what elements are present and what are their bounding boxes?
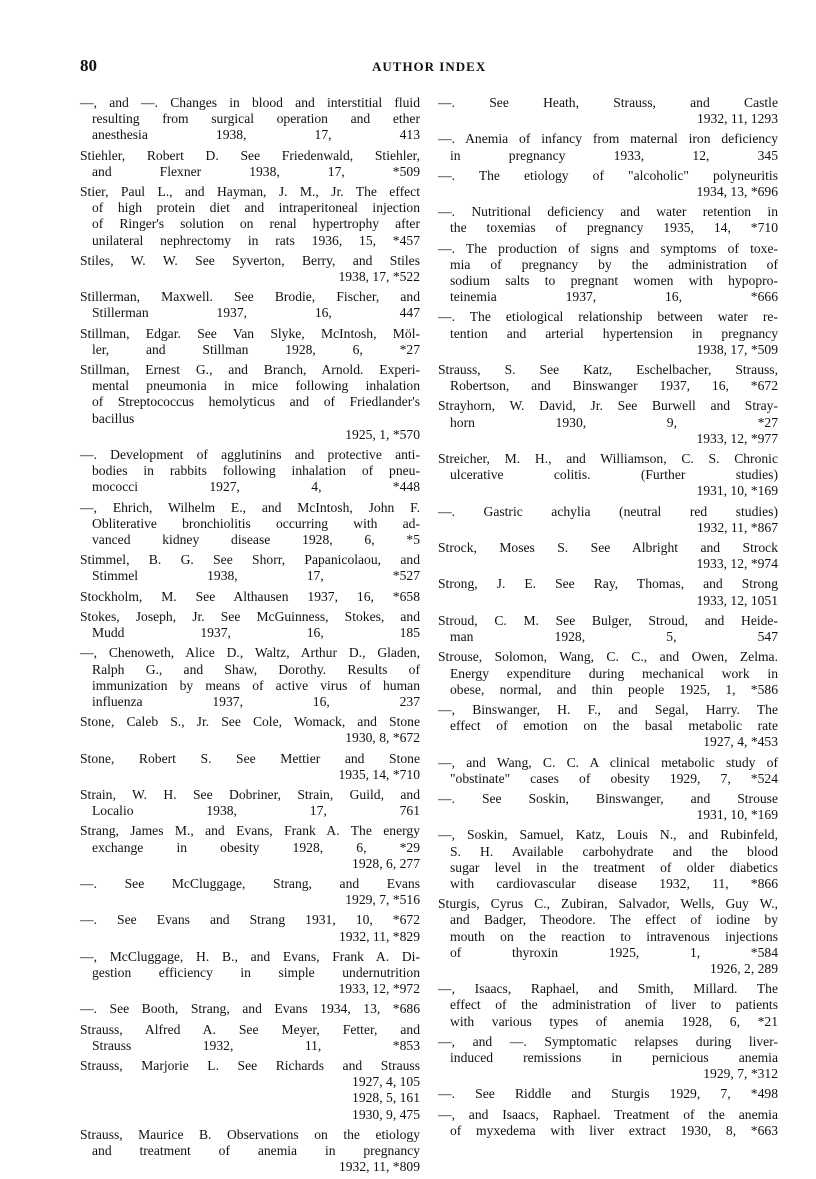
index-entry bbox=[80, 289, 420, 321]
index-entry-line: —. See Soskin, Binswanger, and Strouse bbox=[438, 790, 778, 806]
index-entry bbox=[80, 787, 420, 819]
index-entry bbox=[438, 451, 778, 500]
index-entry bbox=[80, 1058, 420, 1123]
index-entry-line: —. See Heath, Strauss, and Castle bbox=[438, 95, 778, 110]
index-entry-line: sodium salts to pregnant women with hypopro- bbox=[450, 273, 778, 289]
index-entry bbox=[80, 823, 420, 872]
index-entry bbox=[438, 981, 778, 1030]
index-entry-line: mococci 1927, 4, *448 bbox=[92, 479, 420, 495]
index-entry-line: teinemia 1937, 16, *666 bbox=[450, 289, 778, 305]
index-entry-line: 1938, 17, *522 bbox=[338, 269, 420, 285]
index-entry-line: —, McCluggage, H. B., and Evans, Frank A. Di- bbox=[80, 948, 420, 964]
index-entry bbox=[438, 204, 778, 236]
index-entry-line: 1933, 12, *977 bbox=[696, 430, 778, 446]
right-column bbox=[438, 95, 778, 1143]
index-entry-line: —. See Booth, Strang, and Evans 1934, 13, *686 bbox=[80, 1001, 420, 1017]
index-entry bbox=[80, 949, 420, 998]
index-entry-line: Ralph G., and Shaw, Dorothy. Results of bbox=[92, 661, 420, 677]
index-entry-line: man 1928, 5, 547 bbox=[450, 629, 778, 645]
index-entry-line: Stillman, Ernest G., and Branch, Arnold. Experi- bbox=[80, 362, 420, 378]
index-entry bbox=[80, 148, 420, 180]
index-entry-line: Stroud, C. M. See Bulger, Stroud, and Heide- bbox=[438, 612, 778, 628]
index-entry-line: 1930, 8, *672 bbox=[345, 730, 420, 746]
index-entry bbox=[438, 131, 778, 163]
index-entry-line: Strang, James M., and Evans, Frank A. The energy bbox=[80, 823, 420, 839]
index-entry bbox=[80, 589, 420, 605]
index-entry-line: and Flexner 1938, 17, *509 bbox=[92, 163, 420, 179]
index-entry-line: 1933, 12, *972 bbox=[338, 981, 420, 997]
index-entry-line: —, Isaacs, Raphael, and Smith, Millard. The bbox=[438, 981, 778, 997]
index-entry bbox=[438, 362, 778, 394]
index-entry-line: anesthesia 1938, 17, 413 bbox=[92, 127, 420, 143]
index-entry bbox=[438, 398, 778, 447]
index-entry bbox=[438, 1107, 778, 1139]
index-entry bbox=[80, 876, 420, 908]
index-entry-line: obese, normal, and thin people 1925, 1, *586 bbox=[450, 681, 778, 697]
index-entry-line: 1927, 4, 105 bbox=[352, 1074, 420, 1090]
index-entry-line: with cardiovascular disease 1932, 11, *866 bbox=[450, 875, 778, 891]
index-entry-line: Stillman, Edgar. See Van Slyke, McIntosh, Möl- bbox=[80, 325, 420, 341]
index-entry-line: 1929, 7, *312 bbox=[703, 1066, 778, 1082]
index-entry-line: —, and —. Changes in blood and interstitial fluid bbox=[80, 95, 420, 110]
index-entry-line: Strauss, Alfred A. See Meyer, Fetter, and bbox=[80, 1021, 420, 1037]
index-entry-line: 1928, 6, 277 bbox=[352, 855, 420, 871]
index-entry-line: unilateral nephrectomy in rats 1936, 15, *457 bbox=[92, 232, 420, 248]
index-entry bbox=[80, 362, 420, 443]
index-entry-line: Strauss, Maurice B. Observations on the etiology bbox=[80, 1126, 420, 1142]
index-entry bbox=[438, 241, 778, 306]
index-entry-line: —. Anemia of infancy from maternal iron deficiency bbox=[438, 131, 778, 147]
index-entry-line: —. The etiology of "alcoholic" polyneuritis bbox=[438, 167, 778, 183]
index-entry-line: mouth on the reaction to intravenous injections bbox=[450, 928, 778, 944]
index-entry-line: —. Gastric achylia (neutral red studies) bbox=[438, 503, 778, 519]
index-entry-line: Mudd 1937, 16, 185 bbox=[92, 625, 420, 641]
index-entry bbox=[80, 447, 420, 496]
index-entry-line: Streicher, M. H., and Williamson, C. S. Chronic bbox=[438, 451, 778, 467]
index-entry-line: —. See Evans and Strang 1931, 10, *672 bbox=[80, 912, 420, 928]
index-entry bbox=[80, 552, 420, 584]
index-entry-line: —. See Riddle and Sturgis 1929, 7, *498 bbox=[438, 1086, 778, 1102]
index-entry-line: Stone, Caleb S., Jr. See Cole, Womack, and Stone bbox=[80, 714, 420, 730]
index-entry bbox=[80, 184, 420, 249]
index-entry-line: 1932, 11, *867 bbox=[696, 519, 778, 535]
index-entry bbox=[80, 751, 420, 783]
index-entry-line: and Badger, Theodore. The effect of iodine by bbox=[450, 912, 778, 928]
index-entry-line: "obstinate" cases of obesity 1929, 7, *524 bbox=[450, 770, 778, 786]
index-entry bbox=[80, 609, 420, 641]
index-entry-line: —. The production of signs and symptoms of toxe- bbox=[438, 240, 778, 256]
index-entry-line: mental pneumonia in mice following inhalation bbox=[92, 378, 420, 394]
index-entry-line: tention and arterial hypertension in pregnancy bbox=[450, 325, 778, 341]
index-entry-line: 1929, 7, *516 bbox=[345, 892, 420, 908]
index-entry-line: gestion efficiency in simple undernutrition bbox=[92, 964, 420, 980]
index-entry-line: Stier, Paul L., and Hayman, J. M., Jr. The effect bbox=[80, 184, 420, 200]
index-entry-line: Stiehler, Robert D. See Friedenwald, Stiehler, bbox=[80, 147, 420, 163]
index-entry bbox=[438, 1034, 778, 1083]
index-entry bbox=[80, 1001, 420, 1017]
left-column bbox=[80, 95, 420, 1179]
index-entry bbox=[80, 645, 420, 710]
index-entry-line: Strauss, Marjorie L. See Richards and Strauss bbox=[80, 1057, 420, 1073]
index-entry-line: 1931, 10, *169 bbox=[696, 807, 778, 823]
index-entry-line: Stillerman, Maxwell. See Brodie, Fischer, and bbox=[80, 289, 420, 305]
index-entry-line: sugar level in the treatment of older diabetics bbox=[450, 859, 778, 875]
index-entry-line: influenza 1937, 16, 237 bbox=[92, 693, 420, 709]
index-entry-line: —, and Isaacs, Raphael. Treatment of the anemia bbox=[438, 1106, 778, 1122]
index-entry bbox=[80, 326, 420, 358]
index-entry-line: —, Chenoweth, Alice D., Waltz, Arthur D., Gladen, bbox=[80, 645, 420, 661]
index-entry-line: Robertson, and Binswanger 1937, 16, *672 bbox=[450, 378, 778, 394]
index-entry-line: 1932, 11, *829 bbox=[338, 928, 420, 944]
index-entry bbox=[80, 714, 420, 746]
index-entry-line: mia of pregnancy by the administration of bbox=[450, 256, 778, 272]
index-entry bbox=[438, 755, 778, 787]
index-entry-line: Stillerman 1937, 16, 447 bbox=[92, 305, 420, 321]
page-header bbox=[0, 56, 816, 80]
index-entry-line: Obliterative bronchiolitis occurring with ad- bbox=[92, 515, 420, 531]
index-entry-line: 1934, 13, *696 bbox=[696, 184, 778, 200]
index-entry-line: and treatment of anemia in pregnancy bbox=[92, 1142, 420, 1158]
index-entry-line: 1933, 12, 1051 bbox=[696, 592, 778, 608]
index-entry-line: 1933, 12, *974 bbox=[696, 556, 778, 572]
index-entry bbox=[438, 896, 778, 977]
index-entry-line: 1930, 9, 475 bbox=[352, 1106, 420, 1122]
index-entry-line: 1925, 1, *570 bbox=[345, 426, 420, 442]
index-entry-line: —, Binswanger, H. F., and Segal, Harry. The bbox=[438, 701, 778, 717]
index-entry-line: Strauss 1932, 11, *853 bbox=[92, 1037, 420, 1053]
index-entry bbox=[438, 95, 778, 127]
index-entry bbox=[80, 95, 420, 144]
index-entry bbox=[438, 168, 778, 200]
index-entry-line: Strain, W. H. See Dobriner, Strain, Guild, and bbox=[80, 786, 420, 802]
index-entry bbox=[438, 504, 778, 536]
index-entry-line: Stone, Robert S. See Mettier and Stone bbox=[80, 750, 420, 766]
index-entry-line: Stiles, W. W. See Syverton, Berry, and Stiles bbox=[80, 252, 420, 268]
index-entry-line: S. H. Available carbohydrate and the blood bbox=[450, 843, 778, 859]
index-entry bbox=[80, 1022, 420, 1054]
index-entry-line: horn 1930, 9, *27 bbox=[450, 414, 778, 430]
index-entry-line: Strayhorn, W. David, Jr. See Burwell and Stray- bbox=[438, 398, 778, 414]
index-entry bbox=[438, 827, 778, 892]
index-entry-line: the toxemias of pregnancy 1935, 14, *710 bbox=[450, 220, 778, 236]
index-entry-line: 1935, 14, *710 bbox=[338, 766, 420, 782]
index-entry-line: 1928, 5, 161 bbox=[352, 1090, 420, 1106]
index-entry-line: —, Ehrich, Wilhelm E., and McIntosh, John F. bbox=[80, 499, 420, 515]
index-entry bbox=[438, 576, 778, 608]
index-entry bbox=[438, 309, 778, 358]
index-entry-line: Strauss, S. See Katz, Eschelbacher, Strauss, bbox=[438, 362, 778, 378]
index-entry-line: of Streptococcus hemolyticus and of Friedlander's bbox=[92, 394, 420, 410]
index-entry-line: bodies in rabbits following inhalation of pneu- bbox=[92, 463, 420, 479]
index-entry bbox=[438, 540, 778, 572]
index-entry-line: with various types of anemia 1928, 6, *21 bbox=[450, 1013, 778, 1029]
index-entry-line: Stockholm, M. See Althausen 1937, 16, *658 bbox=[80, 588, 420, 604]
index-entry bbox=[438, 702, 778, 751]
index-entry bbox=[438, 791, 778, 823]
index-entry-line: —, Soskin, Samuel, Katz, Louis N., and Rubinfeld, bbox=[438, 827, 778, 843]
index-entry-line: exchange in obesity 1928, 6, *29 bbox=[92, 839, 420, 855]
index-entry-line: of thyroxin 1925, 1, *584 bbox=[450, 944, 778, 960]
index-entry-line: ulcerative colitis. (Further studies) bbox=[450, 467, 778, 483]
index-entry-line: 1927, 4, *453 bbox=[703, 734, 778, 750]
index-entry-line: vanced kidney disease 1928, 6, *5 bbox=[92, 532, 420, 548]
index-entry bbox=[438, 649, 778, 698]
index-entry-line: effect of emotion on the basal metabolic rate bbox=[450, 718, 778, 734]
index-entry-line: —. Nutritional deficiency and water retention in bbox=[438, 204, 778, 220]
index-entry-line: Stimmel, B. G. See Shorr, Papanicolaou, and bbox=[80, 552, 420, 568]
index-entry-line: of Ringer's solution on renal hypertrophy after bbox=[92, 216, 420, 232]
index-entry bbox=[80, 253, 420, 285]
index-entry-line: induced remissions in pernicious anemia bbox=[450, 1049, 778, 1065]
index-entry-line: 1926, 2, 289 bbox=[710, 960, 778, 976]
index-entry-line: of myxedema with liver extract 1930, 8, *663 bbox=[450, 1122, 778, 1138]
index-entry-line: of high protein diet and intraperitoneal injection bbox=[92, 200, 420, 216]
index-entry-line: —. See McCluggage, Strang, and Evans bbox=[80, 875, 420, 891]
index-entry-line: Strouse, Solomon, Wang, C. C., and Owen, Zelma. bbox=[438, 649, 778, 665]
index-entry bbox=[80, 1127, 420, 1176]
index-entry-line: —. Development of agglutinins and protective anti- bbox=[80, 447, 420, 463]
index-entry-line: Strock, Moses S. See Albright and Strock bbox=[438, 540, 778, 556]
index-entry-line: in pregnancy 1933, 12, 345 bbox=[450, 147, 778, 163]
index-entry-line: —. The etiological relationship between water re- bbox=[438, 309, 778, 325]
index-entry-line: Stimmel 1938, 17, *527 bbox=[92, 568, 420, 584]
index-entry-line: ler, and Stillman 1928, 6, *27 bbox=[92, 341, 420, 357]
index-entry-line: effect of the administration of liver to patients bbox=[450, 997, 778, 1013]
index-entry-line: bacillus bbox=[92, 410, 135, 426]
index-entry bbox=[438, 613, 778, 645]
index-entry bbox=[80, 912, 420, 944]
index-entry bbox=[80, 500, 420, 549]
index-entry-line: Energy expenditure during mechanical work in bbox=[450, 665, 778, 681]
index-entry-line: 1932, 11, *809 bbox=[338, 1159, 420, 1175]
index-entry-line: Localio 1938, 17, 761 bbox=[92, 803, 420, 819]
index-entry-line: Stokes, Joseph, Jr. See McGuinness, Stokes, and bbox=[80, 608, 420, 624]
index-entry-line: immunization by means of active virus of human bbox=[92, 677, 420, 693]
index-entry-line: Strong, J. E. See Ray, Thomas, and Strong bbox=[438, 576, 778, 592]
index-entry bbox=[438, 1086, 778, 1102]
index-entry-line: 1938, 17, *509 bbox=[696, 341, 778, 357]
index-entry-line: 1932, 11, 1293 bbox=[696, 111, 778, 127]
index-entry-line: resulting from surgical operation and ether bbox=[92, 111, 420, 127]
index-entry-line: 1931, 10, *169 bbox=[696, 483, 778, 499]
page-title: AUTHOR INDEX bbox=[372, 59, 487, 74]
page-number: 80 bbox=[80, 56, 97, 75]
index-entry-line: —, and Wang, C. C. A clinical metabolic study of bbox=[438, 754, 778, 770]
index-entry-line: Sturgis, Cyrus C., Zubiran, Salvador, Wells, Guy W., bbox=[438, 896, 778, 912]
index-entry-line: —, and —. Symptomatic relapses during liver- bbox=[438, 1033, 778, 1049]
